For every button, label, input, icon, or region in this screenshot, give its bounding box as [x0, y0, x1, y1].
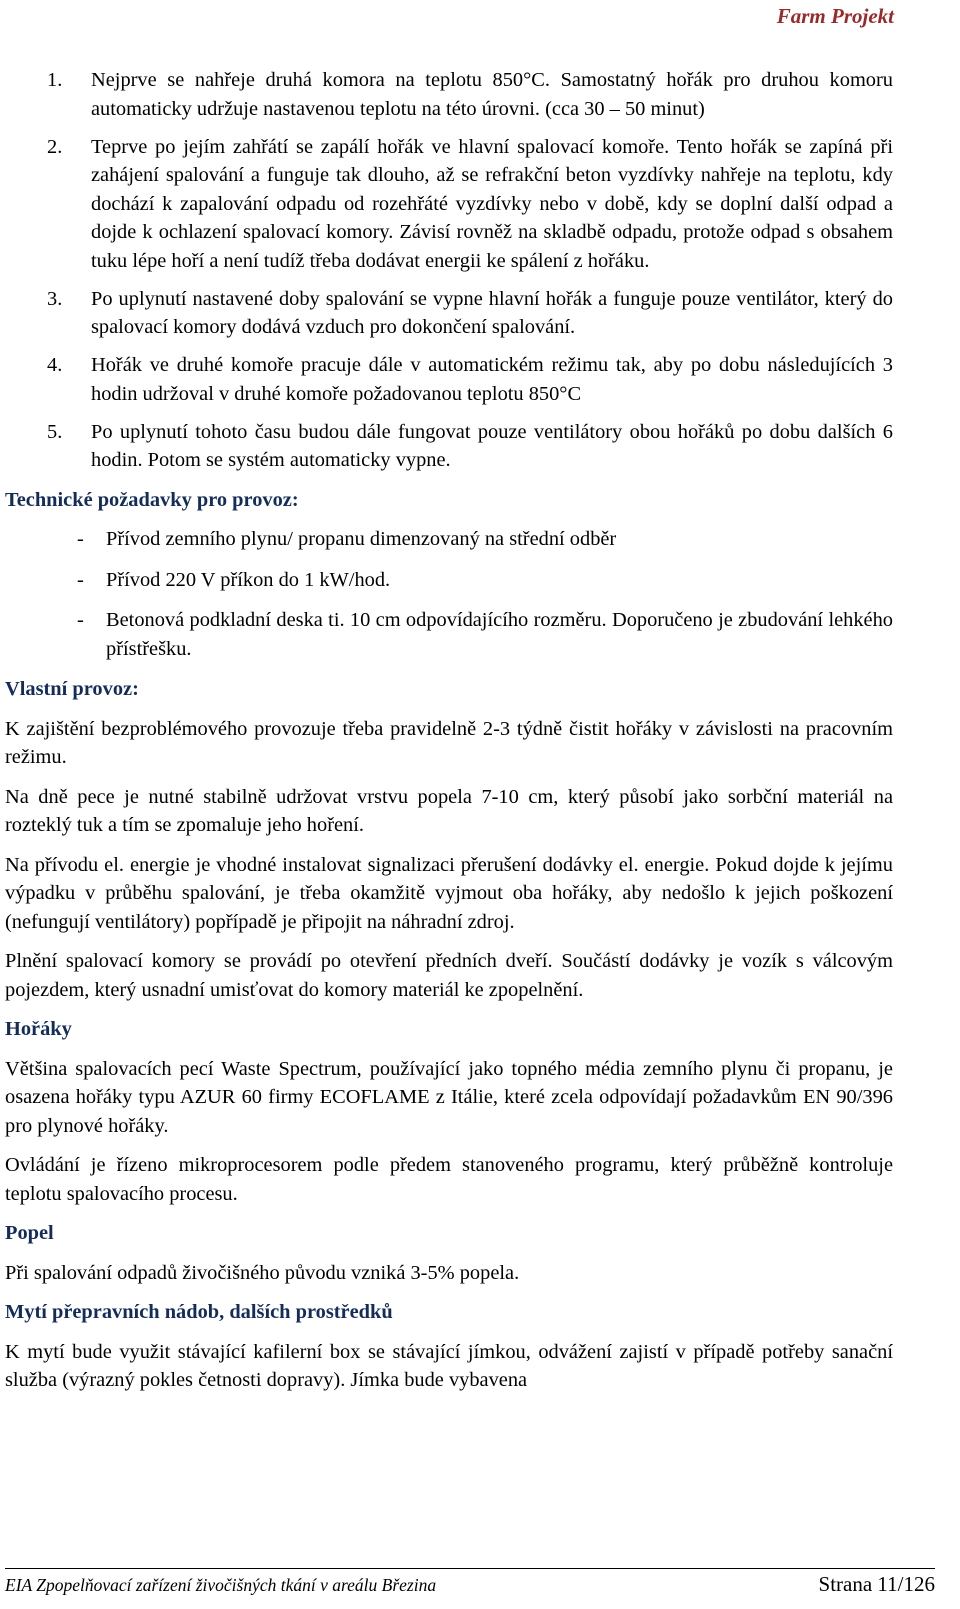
step-text: Teprve po jejím zahřátí se zapálí hořák ve hlavní spalovací komoře. Tento hořák se zapíná při zahájení spalování a funguje tak dlouho, až se refrakční beton vyzdívky nahřeje na teplotu, kdy dochází k zapalování odpadu od rozehřáté vyzdívky nebo v době, kdy se doplní další odpad a dojde k ochlazení spalovací komory. Závisí rovněž na skladbě odpadu, protože odpad s obsahem tuku lépe hoří a není tudíž třeba dodávat energii ke spálení z hořáku.: [91, 135, 893, 272]
paragraph: Při spalování odpadů živočišného původu vzniká 3-5% popela.: [5, 1261, 520, 1284]
step-text: Po uplynutí nastavené doby spalování se vypne hlavní hořák a funguje pouze ventilátor, který do spalovací komory dodává vzduch pro dokončení spalování.: [91, 287, 893, 338]
page-footer: [5, 1572, 935, 1597]
technical-requirements-heading: Technické požadavky pro provoz:: [5, 488, 299, 511]
washing-heading: Mytí přepravních nádob, dalších prostředků: [5, 1301, 393, 1323]
step-number: 5.: [47, 420, 63, 443]
step-text: Hořák ve druhé komoře pracuje dále v automatickém režimu tak, aby po dobu následujících 3 hodin udržoval v druhé komoře požadovanou teplotu 850°C: [91, 354, 893, 405]
list-item: [5, 566, 893, 595]
paragraph: K zajištění bezproblémového provozuje třeba pravidelně 2-3 týdně čistit hořáky v závislosti na pracovním režimu.: [5, 717, 893, 768]
step-number: 1.: [47, 69, 63, 91]
requirement-text: Betonová podkladní deska ti. 10 cm odpovídajícího rozměru. Doporučeno je zbudování lehkého přístřešku.: [106, 609, 893, 660]
list-item: [5, 606, 893, 663]
list-item: [5, 66, 893, 123]
dash-bullet: -: [77, 609, 84, 631]
list-item: [5, 525, 893, 554]
dash-bullet: -: [77, 528, 84, 550]
step-number: 2.: [47, 135, 63, 158]
step-text: Po uplynutí tohoto času budou dále fungovat pouze ventilátory obou hořáků po dobu dalších 6 hodin. Potom se systém automaticky vypne.: [91, 420, 893, 471]
paragraph: Ovládání je řízeno mikroprocesorem podle předem stanoveného programu, který průběžně kontroluje teplotu spalovacího procesu.: [5, 1154, 893, 1205]
list-item: [5, 133, 893, 276]
footer-document-title: EIA Zpopelňovací zařízení živočišných tkání v areálu Březina: [5, 1575, 437, 1595]
requirement-text: Přívod 220 V příkon do 1 kW/hod.: [106, 568, 391, 591]
paragraph: Většina spalovacích pecí Waste Spectrum, používající jako topného média zemního plynu či propanu, je osazena hořáky typu AZUR 60 firmy ECOFLAME z Itálie, které zcela odpovídají požadavkům EN 90/396 pro plynové hořáky.: [5, 1057, 893, 1137]
footer-divider: [5, 1568, 935, 1569]
paragraph: Plnění spalovací komory se provádí po otevření předních dveří. Součástí dodávky je vozík s válcovým pojezdem, který usnadní umisťovat do komory materiál ke zpopelnění.: [5, 950, 893, 1001]
step-text: Nejprve se nahřeje druhá komora na teplotu 850°C. Samostatný hořák pro druhou komoru automaticky udržuje nastavenou teplotu na této úrovni. (cca 30 – 50 minut): [91, 69, 893, 120]
list-item: [5, 351, 893, 408]
page-number: Strana 11/126: [818, 1572, 935, 1596]
dash-bullet: -: [77, 568, 84, 591]
paragraph: K mytí bude využit stávající kafilerní box se stávající jímkou, odvážení zajistí v případě potřeby sanační služba (výrazný pokles četnosti dopravy). Jímka bude vybavena: [5, 1340, 893, 1391]
ash-heading: Popel: [5, 1222, 54, 1244]
procedure-steps: [5, 66, 893, 475]
requirement-text: Přívod zemního plynu/ propanu dimenzovaný na střední odběr: [106, 528, 617, 550]
paragraph: Na přívodu el. energie je vhodné instalovat signalizaci přerušení dodávky el. energie. Pokud dojde k jejímu výpadku v průběhu spalování, je třeba okamžitě vyjmout oba hořáky, aby nedošlo k jejich poškození (nefungují ventilátory) popřípadě je připojit na náhradní zdroj.: [5, 853, 893, 933]
document-body: [5, 66, 893, 1406]
burners-heading: Hořáky: [5, 1018, 72, 1040]
operation-heading: Vlastní provoz:: [5, 678, 139, 700]
step-number: 4.: [47, 354, 63, 376]
step-number: 3.: [47, 287, 63, 310]
paragraph: Na dně pece je nutné stabilně udržovat vrstvu popela 7-10 cm, který působí jako sorbční materiál na rozteklý tuk a tím se zpomaluje jeho hoření.: [5, 785, 893, 836]
page-header: Farm Projekt: [776, 4, 894, 28]
list-item: [5, 285, 893, 342]
technical-requirements-list: [5, 525, 893, 663]
list-item: [5, 418, 893, 475]
